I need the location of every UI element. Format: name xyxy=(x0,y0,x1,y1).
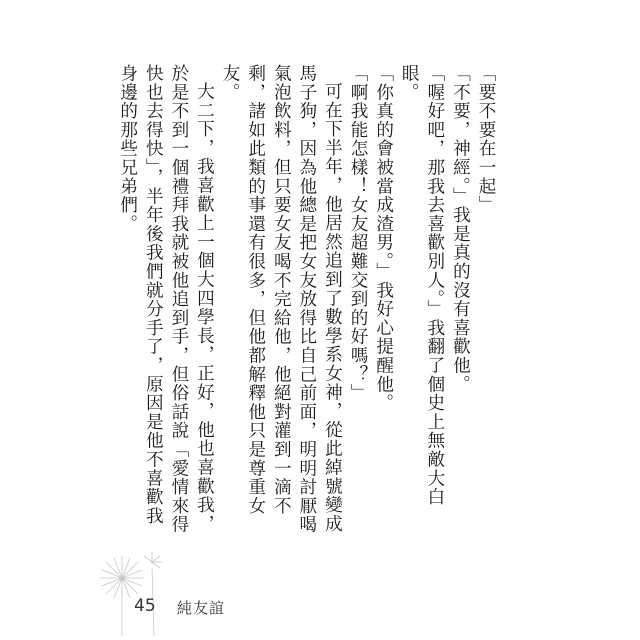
paragraph-4: 「你真的會被當成渣男。」我好心提醒他。 xyxy=(373,64,394,413)
paragraph-5: 「啊我能怎樣！女友超難交到的好嗎？」 xyxy=(348,64,369,403)
book-title: 純友誼 xyxy=(177,599,226,617)
paragraph-2: 「不要，神經。」我是真的沒有喜歡他。 xyxy=(450,64,471,394)
page-number: 45 xyxy=(134,596,156,616)
paragraph-7: 大二下，我喜歡上一個大四學長，正好，他也喜歡我，於是不到一個禮拜我就被他追到手，但俗話說「愛情來得快也去得快」，半年後我們就分手了，原因是他不喜歡我身邊的那些兄弟們。 xyxy=(117,64,215,534)
body-text xyxy=(117,64,498,534)
paragraph-1: 「要不要在一起」 xyxy=(476,64,496,215)
paragraph-6: 可在下半年，他居然追到了數學系女神，從此綽號變成馬子狗，因為他總是把女友放得比自己前面，明明討厭喝氣泡飲料，但只要女友喝不完給他，他絕對灌到一滴不剩，諸如此類的事還有很多，但他都解釋他只是尊重女友。 xyxy=(220,64,343,534)
paragraph-3: 「喔好吧，那我去喜歡別人。」我翻了個史上無敵大白眼。 xyxy=(399,64,445,507)
dandelion-ornament-icon xyxy=(96,548,176,638)
